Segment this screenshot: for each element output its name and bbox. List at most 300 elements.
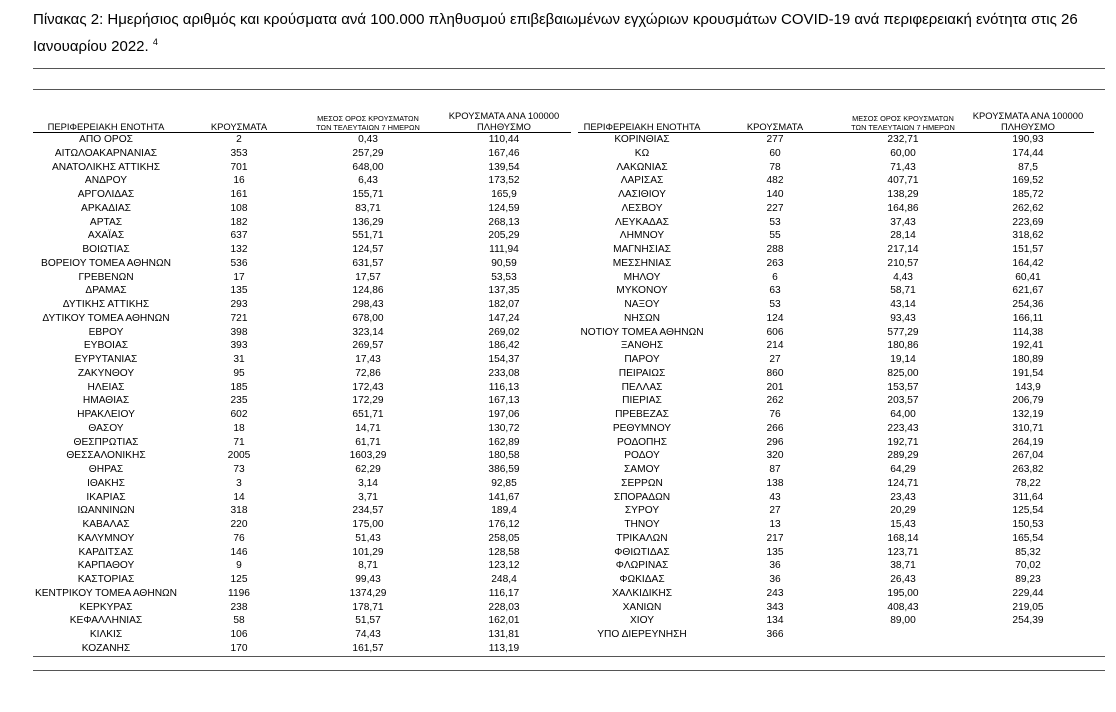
cell-region: ΦΛΩΡΙΝΑΣ	[615, 560, 669, 572]
cell-per100k: 269,02	[488, 326, 520, 338]
cell-cases: 146	[230, 546, 248, 558]
cell-region: ΕΥΒΟΙΑΣ	[83, 340, 129, 352]
cell-cases: 482	[766, 175, 784, 187]
cell-per100k: 130,72	[488, 422, 520, 434]
cell-avg7: 15,43	[890, 519, 916, 530]
table-row	[33, 394, 571, 408]
cell-per100k: 258,05	[488, 532, 520, 544]
table-row	[33, 642, 571, 656]
cell-region: ΓΡΕΒΕΝΩΝ	[78, 271, 134, 283]
cell-cases: 134	[766, 615, 784, 627]
cell-region: ΒΟΙΩΤΙΑΣ	[82, 244, 130, 255]
cell-cases: 860	[766, 367, 784, 379]
header-avg7-line1: ΜΕΣΟΣ ΟΡΟΣ ΚΡΟΥΣΜΑΤΩΝ	[852, 114, 954, 123]
top-rule	[33, 68, 1105, 69]
cell-avg7: 23,43	[890, 491, 916, 503]
header-per100k-line2: ΠΛΗΘΥΣΜΟ	[962, 121, 1094, 133]
cell-avg7: 4,43	[893, 271, 913, 283]
cell-per100k: 162,01	[488, 615, 520, 627]
bottom-rule	[33, 656, 1105, 657]
cell-cases: 53	[769, 299, 781, 310]
cell-per100k: 219,05	[1012, 601, 1044, 613]
cell-per100k: 166,11	[1012, 312, 1044, 324]
cell-avg7: 175,00	[352, 519, 384, 530]
table-row	[33, 284, 571, 298]
table-row	[578, 326, 1094, 340]
table-row	[33, 202, 571, 216]
cell-region: ΠΕΙΡΑΙΩΣ	[618, 367, 666, 379]
cell-per100k: 116,13	[488, 381, 520, 393]
table-row	[33, 601, 571, 615]
cell-avg7: 577,29	[887, 326, 919, 338]
cell-region: ΤΗΝΟΥ	[624, 519, 660, 530]
cell-region: ΗΡΑΚΛΕΙΟΥ	[77, 409, 135, 420]
table-row	[578, 601, 1094, 615]
cell-region: ΚΕΝΤΡΙΚΟΥ ΤΟΜΕΑ ΑΘΗΝΩΝ	[34, 587, 178, 599]
cell-avg7: 17,43	[355, 354, 381, 365]
cell-region: ΑΠΟ ΟΡΟΣ	[79, 134, 133, 145]
cell-per100k: 167,13	[488, 395, 520, 407]
header-per100k-line2: ΠΛΗΘΥΣΜΟ	[437, 121, 571, 133]
table-body-right	[578, 133, 1094, 642]
cell-region: ΠΡΕΒΕΖΑΣ	[615, 409, 669, 420]
table-row	[33, 133, 571, 147]
cell-cases: 53	[769, 216, 781, 228]
cell-region: ΘΕΣΣΑΛΟΝΙΚΗΣ	[66, 450, 146, 462]
cell-cases: 108	[230, 202, 248, 214]
cell-avg7: 172,43	[352, 381, 384, 393]
cell-per100k: 123,12	[488, 560, 520, 572]
cell-per100k: 116,17	[488, 587, 520, 599]
cell-cases: 73	[233, 464, 245, 475]
cell-per100k: 70,02	[1015, 560, 1041, 572]
cell-avg7: 234,57	[352, 505, 384, 517]
cell-region: ΑΙΤΩΛΟΑΚΑΡΝΑΝΙΑΣ	[54, 147, 158, 159]
cell-region: ΚΑΡΠΑΘΟΥ	[77, 560, 135, 572]
cell-cases: 27	[769, 354, 781, 365]
cell-cases: 296	[766, 436, 784, 448]
cell-cases: 238	[230, 601, 248, 613]
table-row	[578, 491, 1094, 505]
cell-region: ΚΕΡΚΥΡΑΣ	[79, 601, 133, 613]
cell-per100k: 248,4	[491, 574, 517, 585]
cell-region: ΕΥΡΥΤΑΝΙΑΣ	[74, 354, 138, 365]
cell-region: ΘΕΣΠΡΩΤΙΑΣ	[73, 436, 139, 448]
table-row	[578, 133, 1094, 147]
cell-cases: 602	[230, 409, 248, 420]
table-row	[33, 147, 571, 161]
cell-cases: 36	[769, 574, 781, 585]
cell-cases: 135	[230, 285, 248, 297]
cell-cases: 293	[230, 299, 248, 310]
cell-region: ΜΑΓΝΗΣΙΑΣ	[613, 244, 671, 255]
cell-avg7: 61,71	[355, 436, 381, 448]
cell-region: ΧΑΛΚΙΔΙΚΗΣ	[611, 587, 673, 599]
cell-region: ΑΝΑΤΟΛΙΚΗΣ ΑΤΤΙΚΗΣ	[51, 161, 161, 173]
cell-cases: 201	[766, 381, 784, 393]
table-body-left	[33, 133, 571, 656]
cell-per100k: 124,59	[488, 202, 520, 214]
cell-cases: 31	[233, 354, 245, 365]
cell-per100k: 206,79	[1012, 395, 1044, 407]
cell-cases: 243	[766, 587, 784, 599]
cell-per100k: 147,24	[488, 312, 520, 324]
cell-avg7: 89,00	[890, 615, 916, 627]
cell-region: ΣΕΡΡΩΝ	[621, 477, 663, 489]
cell-region: ΚΕΦΑΛΛΗΝΙΑΣ	[69, 615, 143, 627]
table-row	[33, 243, 571, 257]
cell-region: ΙΩΑΝΝΙΝΩΝ	[77, 505, 135, 517]
cell-avg7: 180,86	[887, 340, 919, 352]
caption-text: Πίνακας 2: Ημερήσιος αριθμός και κρούσματα ανά 100.000 πληθυσμού επιβεβαιωμένων εγχώριων κρουσμάτων COVID-19 ανά περιφερειακή ενότητα στις 26 Ιανουαρίου 2022.	[33, 11, 1078, 55]
cell-avg7: 155,71	[352, 189, 384, 200]
table-row	[33, 436, 571, 450]
cell-avg7: 8,71	[358, 560, 378, 572]
table-row	[578, 257, 1094, 271]
cell-cases: 266	[766, 422, 784, 434]
cell-region: ΝΗΣΩΝ	[624, 312, 660, 324]
cell-avg7: 164,86	[887, 202, 919, 214]
table-row	[33, 381, 571, 395]
cell-per100k: 268,13	[488, 216, 520, 228]
cell-per100k: 267,04	[1012, 450, 1044, 462]
header-avg7-line2: ΤΩΝ ΤΕΛΕΥΤΑΙΩΝ 7 ΗΜΕΡΩΝ	[844, 123, 962, 133]
cell-cases: 161	[230, 189, 248, 200]
cell-cases: 43	[769, 491, 781, 503]
cell-cases: 140	[766, 189, 784, 200]
cell-cases: 701	[230, 161, 248, 173]
cell-cases: 288	[766, 244, 784, 255]
cell-cases: 227	[766, 202, 784, 214]
cell-avg7: 0,43	[358, 134, 378, 145]
cell-avg7: 72,86	[355, 367, 381, 379]
table-row	[578, 408, 1094, 422]
cell-cases: 13	[769, 519, 781, 530]
table-row	[33, 587, 571, 601]
cell-cases: 3	[236, 477, 242, 489]
cell-per100k: 143,9	[1015, 381, 1041, 393]
table-row	[578, 161, 1094, 175]
cell-avg7: 60,00	[890, 147, 916, 159]
header-cases: ΚΡΟΥΣΜΑΤΑ	[179, 121, 299, 133]
cell-region: ΦΩΚΙΔΑΣ	[619, 574, 665, 585]
table-row	[578, 422, 1094, 436]
cell-avg7: 192,71	[887, 436, 919, 448]
cell-cases: 220	[230, 519, 248, 530]
cell-avg7: 71,43	[890, 161, 916, 173]
cell-avg7: 62,29	[355, 464, 381, 475]
cell-avg7: 124,86	[352, 285, 384, 297]
cell-per100k: 263,82	[1012, 464, 1044, 475]
cell-per100k: 192,41	[1012, 340, 1044, 352]
cell-avg7: 101,29	[352, 546, 384, 558]
cell-per100k: 164,42	[1012, 257, 1044, 269]
cell-cases: 170	[230, 642, 248, 654]
cell-region: ΦΘΙΩΤΙΔΑΣ	[614, 546, 670, 558]
cell-cases: 124	[766, 312, 784, 324]
cell-region: ΛΕΣΒΟΥ	[621, 202, 663, 214]
cell-per100k: 254,39	[1012, 615, 1044, 627]
cell-region: ΚΑΣΤΟΡΙΑΣ	[77, 574, 135, 585]
cell-cases: 71	[233, 436, 245, 448]
header-region: ΠΕΡΙΦΕΡΕΙΑΚΗ ΕΝΟΤΗΤΑ	[33, 121, 179, 133]
cell-per100k: 229,44	[1012, 587, 1044, 599]
cell-per100k: 137,35	[488, 285, 520, 297]
table-row	[578, 312, 1094, 326]
cell-cases: 76	[233, 532, 245, 544]
cell-per100k: 131,81	[488, 629, 520, 640]
cell-region: ΚΑΒΑΛΑΣ	[82, 519, 130, 530]
cell-region: ΤΡΙΚΑΛΩΝ	[616, 532, 668, 544]
cell-avg7: 178,71	[352, 601, 384, 613]
table-header-right	[578, 103, 1094, 133]
cell-region: ΞΑΝΘΗΣ	[620, 340, 664, 352]
cell-avg7: 83,71	[355, 202, 381, 214]
cell-cases: 2005	[227, 450, 251, 462]
table-row	[578, 628, 1094, 642]
table-row	[578, 271, 1094, 285]
cell-per100k: 132,19	[1012, 409, 1044, 420]
table-row	[33, 477, 571, 491]
cell-cases: 185	[230, 381, 248, 393]
cell-avg7: 217,14	[887, 244, 919, 255]
cell-avg7: 825,00	[887, 367, 919, 379]
cell-avg7: 3,71	[358, 491, 378, 503]
table-row	[578, 147, 1094, 161]
cell-avg7: 407,71	[887, 175, 919, 187]
cell-avg7: 51,43	[355, 532, 381, 544]
table-row	[33, 229, 571, 243]
cell-avg7: 631,57	[352, 257, 384, 269]
cell-per100k: 180,89	[1012, 354, 1044, 365]
cell-region: ΛΑΣΙΘΙΟΥ	[618, 189, 666, 200]
cell-region: ΚΟΖΑΝΗΣ	[81, 642, 131, 654]
cell-region: ΠΑΡΟΥ	[624, 354, 660, 365]
cell-region: ΠΙΕΡΙΑΣ	[622, 395, 662, 407]
cell-per100k: 125,54	[1012, 505, 1044, 517]
table-row	[578, 546, 1094, 560]
cell-region: ΜΥΚΟΝΟΥ	[616, 285, 668, 297]
cell-avg7: 64,00	[890, 409, 916, 420]
cell-avg7: 153,57	[887, 381, 919, 393]
cell-avg7: 17,57	[355, 271, 381, 283]
cell-per100k: 173,52	[488, 175, 520, 187]
cell-cases: 6	[772, 271, 778, 283]
cell-region: ΧΑΝΙΩΝ	[622, 601, 662, 613]
table-row	[578, 532, 1094, 546]
table-row	[33, 216, 571, 230]
cell-per100k: 197,06	[488, 409, 520, 420]
cell-region: ΛΕΥΚΑΔΑΣ	[615, 216, 669, 228]
cell-per100k: 174,44	[1012, 147, 1044, 159]
cell-per100k: 151,57	[1012, 244, 1044, 255]
table-row	[33, 518, 571, 532]
cell-avg7: 678,00	[352, 312, 384, 324]
cell-per100k: 141,67	[488, 491, 520, 503]
cell-region: ΗΛΕΙΑΣ	[87, 381, 125, 393]
table-right-half	[578, 103, 1094, 642]
cell-cases: 353	[230, 147, 248, 159]
cell-cases: 536	[230, 257, 248, 269]
cell-per100k: 128,58	[488, 546, 520, 558]
cell-region: ΧΙΟΥ	[629, 615, 655, 627]
table-row	[578, 587, 1094, 601]
cell-region: ΔΥΤΙΚΗΣ ΑΤΤΙΚΗΣ	[62, 299, 150, 310]
cell-region: ΔΡΑΜΑΣ	[85, 285, 127, 297]
cell-region: ΑΡΤΑΣ	[89, 216, 123, 228]
table-left-half	[33, 103, 571, 656]
cell-per100k: 78,22	[1015, 477, 1041, 489]
cell-region: ΑΡΚΑΔΙΑΣ	[81, 202, 131, 214]
cell-avg7: 289,29	[887, 450, 919, 462]
cell-region: ΝΑΞΟΥ	[624, 299, 660, 310]
cell-per100k: 85,32	[1015, 546, 1041, 558]
top-rule-secondary	[33, 89, 1105, 90]
header-cases: ΚΡΟΥΣΜΑΤΑ	[706, 121, 844, 133]
cell-cases: 343	[766, 601, 784, 613]
cell-region: ΡΕΘΥΜΝΟΥ	[612, 422, 672, 434]
cell-region: ΠΕΛΛΑΣ	[621, 381, 663, 393]
cell-cases: 76	[769, 409, 781, 420]
cell-region: ΕΒΡΟΥ	[88, 326, 124, 338]
cell-avg7: 124,71	[887, 477, 919, 489]
cell-cases: 78	[769, 161, 781, 173]
header-avg7	[844, 114, 962, 133]
cell-region: ΘΗΡΑΣ	[88, 464, 124, 475]
cell-avg7: 20,29	[890, 505, 916, 517]
cell-cases: 393	[230, 340, 248, 352]
cell-per100k: 60,41	[1015, 271, 1041, 283]
table-row	[33, 491, 571, 505]
table-row	[578, 559, 1094, 573]
table-row	[578, 463, 1094, 477]
cell-cases: 17	[233, 271, 245, 283]
cell-per100k: 165,9	[491, 189, 517, 200]
bottom-rule-secondary	[33, 670, 1105, 671]
table-row	[578, 202, 1094, 216]
cell-avg7: 26,43	[890, 574, 916, 585]
cell-avg7: 99,43	[355, 574, 381, 585]
cell-per100k: 176,12	[488, 519, 520, 530]
cell-avg7: 64,29	[890, 464, 916, 475]
cell-cases: 182	[230, 216, 248, 228]
cell-cases: 16	[233, 175, 245, 187]
cell-avg7: 223,43	[887, 422, 919, 434]
cell-region: ΥΠΟ ΔΙΕΡΕΥΝΗΣΗ	[597, 629, 687, 640]
cell-avg7: 37,43	[890, 216, 916, 228]
table-row	[33, 312, 571, 326]
table-row	[33, 463, 571, 477]
table-row	[33, 532, 571, 546]
table-row	[578, 504, 1094, 518]
table-row	[578, 174, 1094, 188]
table-row	[33, 271, 571, 285]
cell-cases: 14	[233, 491, 245, 503]
cell-per100k: 87,5	[1018, 161, 1038, 173]
table-row	[33, 298, 571, 312]
cell-region: ΖΑΚΥΝΘΟΥ	[77, 367, 135, 379]
cell-avg7: 203,57	[887, 395, 919, 407]
table-row	[578, 518, 1094, 532]
cell-per100k: 254,36	[1012, 299, 1044, 310]
table-row	[33, 188, 571, 202]
cell-per100k: 180,58	[488, 450, 520, 462]
cell-avg7: 123,71	[887, 546, 919, 558]
cell-cases: 55	[769, 230, 781, 242]
cell-region: ΙΚΑΡΙΑΣ	[86, 491, 126, 503]
cell-cases: 263	[766, 257, 784, 269]
cell-cases: 58	[233, 615, 245, 627]
cell-avg7: 1374,29	[349, 587, 387, 599]
cell-cases: 606	[766, 326, 784, 338]
cell-per100k: 90,59	[491, 257, 517, 269]
cell-cases: 318	[230, 505, 248, 517]
cell-cases: 125	[230, 574, 248, 585]
cell-per100k: 191,54	[1012, 367, 1044, 379]
cell-cases: 138	[766, 477, 784, 489]
cell-per100k: 190,93	[1012, 134, 1044, 145]
cell-cases: 135	[766, 546, 784, 558]
cell-avg7: 19,14	[890, 354, 916, 365]
cell-avg7: 3,14	[358, 477, 378, 489]
table-row	[578, 449, 1094, 463]
cell-per100k: 264,19	[1012, 436, 1044, 448]
cell-region: ΚΟΡΙΝΘΙΑΣ	[614, 134, 670, 145]
cell-per100k: 262,62	[1012, 202, 1044, 214]
cell-avg7: 14,71	[355, 422, 381, 434]
header-region: ΠΕΡΙΦΕΡΕΙΑΚΗ ΕΝΟΤΗΤΑ	[578, 121, 706, 133]
table-row	[578, 284, 1094, 298]
cell-per100k: 162,89	[488, 436, 520, 448]
cell-per100k: 139,54	[488, 161, 520, 173]
cell-avg7: 551,71	[352, 230, 384, 242]
cell-per100k: 169,52	[1012, 175, 1044, 187]
cell-per100k: 228,03	[488, 601, 520, 613]
header-avg7-line2: ΤΩΝ ΤΕΛΕΥΤΑΙΩΝ 7 ΗΜΕΡΩΝ	[299, 123, 437, 133]
cell-cases: 217	[766, 532, 784, 544]
cell-avg7: 323,14	[352, 326, 384, 338]
cell-region: ΡΟΔΟΠΗΣ	[616, 436, 668, 448]
cell-per100k: 318,62	[1012, 230, 1044, 242]
cell-avg7: 172,29	[352, 395, 384, 407]
header-per100k	[437, 110, 571, 133]
cell-per100k: 311,64	[1012, 491, 1044, 503]
cell-region: ΗΜΑΘΙΑΣ	[82, 395, 130, 407]
cell-avg7: 136,29	[352, 216, 384, 228]
cell-region: ΑΡΓΟΛΙΔΑΣ	[77, 189, 135, 200]
cell-per100k: 110,44	[488, 134, 520, 145]
cell-cases: 18	[233, 422, 245, 434]
cell-avg7: 210,57	[887, 257, 919, 269]
cell-per100k: 205,29	[488, 230, 520, 242]
cell-cases: 277	[766, 134, 784, 145]
cell-region: ΝΟΤΙΟΥ ΤΟΜΕΑ ΑΘΗΝΩΝ	[580, 326, 704, 338]
cell-cases: 36	[769, 560, 781, 572]
table-row	[33, 339, 571, 353]
cell-avg7: 257,29	[352, 147, 384, 159]
cell-avg7: 232,71	[887, 134, 919, 145]
cell-cases: 235	[230, 395, 248, 407]
cell-per100k: 113,19	[488, 642, 520, 654]
table-row	[33, 257, 571, 271]
cell-per100k: 621,67	[1012, 285, 1044, 297]
cell-per100k: 189,4	[491, 505, 517, 517]
table-row	[578, 436, 1094, 450]
cell-avg7: 408,43	[887, 601, 919, 613]
header-per100k-line1: ΚΡΟΥΣΜΑΤΑ ΑΝΑ 100000	[972, 110, 1084, 121]
table-row	[33, 353, 571, 367]
table-row	[578, 614, 1094, 628]
